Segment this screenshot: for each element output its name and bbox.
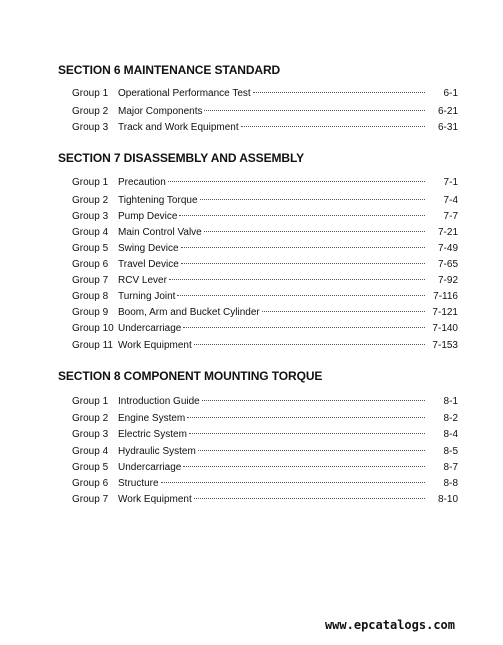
dot-leader: [177, 294, 425, 296]
page-number: 7-7: [443, 211, 458, 222]
page-number: 7-116: [433, 291, 458, 302]
group-number: Group 3: [72, 211, 109, 222]
page-number: 8-8: [443, 478, 458, 489]
dot-leader: [183, 465, 425, 467]
page-number: 7-121: [432, 307, 458, 318]
page-number: 7-92: [437, 275, 458, 286]
toc-entry[interactable]: [72, 86, 458, 102]
group-number: Group 2: [72, 195, 109, 206]
page-number: 7-1: [443, 177, 458, 188]
entry-title: Major Components: [118, 106, 203, 117]
entry-title: Boom, Arm and Bucket Cylinder: [118, 307, 260, 318]
entry-title: Electric System: [118, 429, 187, 440]
group-number: Group 9: [72, 307, 109, 318]
page-number: 8-2: [443, 413, 458, 424]
section-8: [58, 368, 458, 505]
group-number: Group 7: [72, 494, 109, 505]
entry-title: Track and Work Equipment: [118, 122, 239, 133]
dot-leader: [181, 262, 425, 264]
dot-leader: [179, 214, 425, 216]
dot-leader: [168, 180, 425, 182]
section-6: [58, 62, 458, 133]
dot-leader: [204, 109, 425, 111]
dot-leader: [202, 399, 425, 401]
dot-leader: [241, 125, 425, 127]
group-number: Group 2: [72, 413, 109, 424]
group-number: Group 4: [72, 446, 109, 457]
toc-entry[interactable]: [72, 273, 458, 289]
toc-entry[interactable]: [72, 175, 458, 191]
dot-leader: [161, 481, 425, 483]
dot-leader: [200, 198, 425, 200]
toc-entry[interactable]: [72, 492, 458, 508]
page-number: 7-21: [437, 227, 458, 238]
toc-entry[interactable]: [72, 411, 458, 427]
dot-leader: [194, 343, 425, 345]
entry-title: Undercarriage: [118, 323, 182, 334]
dot-leader: [181, 246, 425, 248]
toc-entry[interactable]: [72, 120, 458, 136]
entry-title: Turning Joint: [118, 291, 176, 302]
entry-title: Tightening Torque: [118, 195, 198, 206]
dot-leader: [183, 326, 425, 328]
toc-entry[interactable]: [72, 444, 458, 460]
toc-entry[interactable]: [72, 209, 458, 225]
group-number: Group 3: [72, 429, 109, 440]
page-number: 6-1: [443, 88, 458, 99]
dot-leader: [253, 91, 425, 93]
entry-title: Precaution: [118, 177, 166, 188]
entry-title: Engine System: [118, 413, 186, 424]
group-number: Group 1: [72, 88, 109, 99]
toc-entry[interactable]: [72, 427, 458, 443]
toc-entry[interactable]: [72, 225, 458, 241]
group-number: Group 11: [72, 340, 113, 351]
section-title: SECTION 6 MAINTENANCE STANDARD: [58, 63, 281, 77]
dot-leader: [262, 310, 425, 312]
toc-entry[interactable]: [72, 394, 458, 410]
page-number: 8-10: [437, 494, 458, 505]
group-number: Group 2: [72, 106, 109, 117]
entry-title: Introduction Guide: [118, 396, 200, 407]
entry-title: Pump Device: [118, 211, 178, 222]
section-7: [58, 150, 458, 351]
dot-leader: [204, 230, 425, 232]
entry-title: Structure: [118, 478, 159, 489]
group-number: Group 1: [72, 396, 109, 407]
page-number: 8-1: [443, 396, 458, 407]
page-number: 8-4: [443, 429, 458, 440]
toc-entry[interactable]: [72, 460, 458, 476]
toc-entry[interactable]: [72, 104, 458, 120]
dot-leader: [194, 497, 425, 499]
page-number: 7-49: [437, 243, 458, 254]
toc-entry[interactable]: [72, 476, 458, 492]
page-number: 6-31: [437, 122, 458, 133]
dot-leader: [169, 278, 425, 280]
group-number: Group 6: [72, 478, 109, 489]
page-number: 8-5: [443, 446, 458, 457]
toc-entry[interactable]: [72, 321, 458, 337]
toc-entry[interactable]: [72, 338, 458, 354]
group-number: Group 1: [72, 177, 109, 188]
dot-leader: [187, 416, 425, 418]
page-number: 8-7: [443, 462, 458, 473]
group-number: Group 7: [72, 275, 109, 286]
group-number: Group 3: [72, 122, 109, 133]
page-number: 6-21: [437, 106, 458, 117]
entry-title: Undercarriage: [118, 462, 182, 473]
entry-title: Operational Performance Test: [118, 88, 251, 99]
group-number: Group 8: [72, 291, 109, 302]
toc-entry[interactable]: [72, 289, 458, 305]
group-number: Group 10: [72, 323, 114, 334]
page-number: 7-140: [432, 323, 458, 334]
entry-title: Work Equipment: [118, 494, 192, 505]
entry-title: Swing Device: [118, 243, 179, 254]
toc-entry[interactable]: [72, 241, 458, 257]
group-number: Group 5: [72, 243, 109, 254]
entry-title: RCV Lever: [118, 275, 167, 286]
group-number: Group 4: [72, 227, 109, 238]
page-number: 7-4: [443, 195, 458, 206]
dot-leader: [198, 449, 425, 451]
dot-leader: [189, 432, 425, 434]
toc-entry[interactable]: [72, 305, 458, 321]
toc-entry[interactable]: [72, 257, 458, 273]
watermark: www.epcatalogs.com: [324, 618, 455, 632]
section-title: SECTION 7 DISASSEMBLY AND ASSEMBLY: [58, 151, 304, 165]
entry-title: Main Control Valve: [118, 227, 202, 238]
group-number: Group 5: [72, 462, 109, 473]
group-number: Group 6: [72, 259, 109, 270]
section-title: SECTION 8 COMPONENT MOUNTING TORQUE: [58, 369, 323, 383]
entry-title: Hydraulic System: [118, 446, 196, 457]
page-number: 7-153: [432, 340, 458, 351]
entry-title: Travel Device: [118, 259, 179, 270]
toc-entry[interactable]: [72, 193, 458, 209]
page-number: 7-65: [437, 259, 458, 270]
entry-title: Work Equipment: [118, 340, 192, 351]
